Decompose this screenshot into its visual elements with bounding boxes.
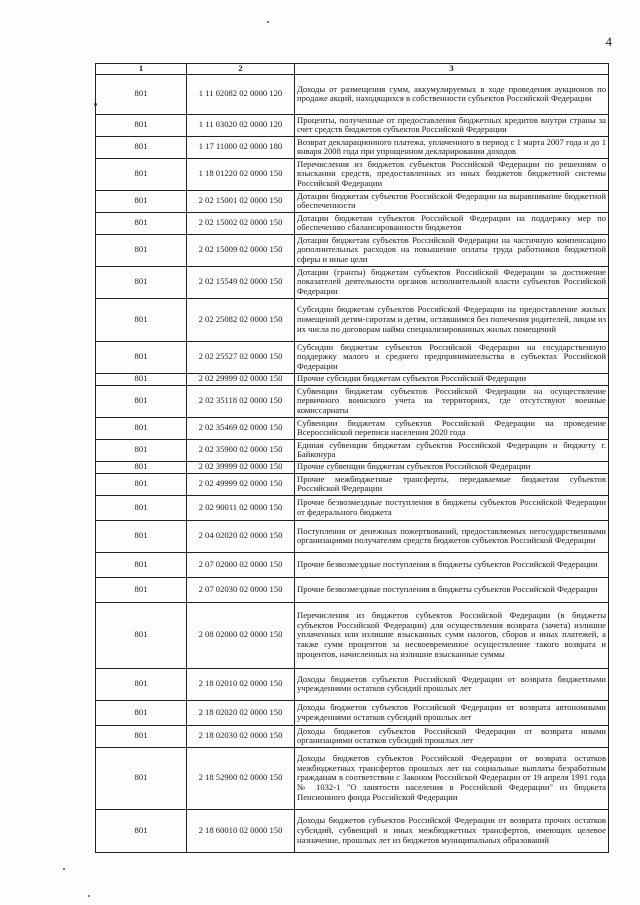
description-cell: Доходы бюджетов субъектов Российской Федерации от возврата иными организациями остатков субсидий прошлых лет (295, 725, 609, 747)
description-cell: Субвенции бюджетам субъектов Российской Федерации на проведение Всероссийской переписи населения 2020 года (295, 417, 609, 439)
budget-code-cell: 2 02 25527 02 0000 150 (187, 341, 295, 373)
budget-code-cell: 2 02 15009 02 0000 150 (187, 234, 295, 266)
description-cell: Доходы от размещения сумм, аккумулируемых в ходе проведения аукционов по продаже акций, находящихся в собственности субъектов Российской Федерации (295, 74, 609, 114)
table-row (96, 747, 609, 809)
description-cell: Поступления от денежных пожертвований, предоставляемых негосударственными организациями получателям средств бюджетов субъектов Российской Федерации (295, 520, 609, 552)
admin-code-cell: 801 (96, 439, 187, 461)
description-cell: Дотации (гранты) бюджетам субъектов Российской Федерации за достижение показателей деятельности органов исполнительной власти субъектов Российской Федерации (295, 266, 609, 298)
budget-code-cell: 2 02 35900 02 0000 150 (187, 439, 295, 461)
budget-code-cell: 2 07 02030 02 0000 150 (187, 577, 295, 602)
table-row (96, 552, 609, 577)
table-row (96, 190, 609, 212)
table-row (96, 266, 609, 298)
table-row (96, 473, 609, 495)
budget-code-cell: 2 02 15001 02 0000 150 (187, 190, 295, 212)
description-cell: Доходы бюджетов субъектов Российской Федерации от возврата прочих остатков субсидий, субвенций и иных межбюджетных трансфертов, имеющих целевое назначение, прошлых лет из бюджетов муниципальных образований (295, 809, 609, 852)
admin-code-cell: 801 (96, 700, 187, 725)
table-row (96, 212, 609, 234)
budget-code-cell: 2 02 35469 02 0000 150 (187, 417, 295, 439)
description-cell: Дотации бюджетам субъектов Российской Федерации на частичную компенсацию дополнительных расходов на повышение оплаты труда работников бюджетной сферы и иные цели (295, 234, 609, 266)
budget-code-cell: 1 17 11000 02 0000 180 (187, 136, 295, 158)
admin-code-cell: 801 (96, 520, 187, 552)
admin-code-cell: 801 (96, 373, 187, 385)
admin-code-cell: 801 (96, 747, 187, 809)
budget-code-cell: 1 11 02082 02 0000 120 (187, 74, 295, 114)
table-row (96, 577, 609, 602)
budget-code-cell: 2 18 02030 02 0000 150 (187, 725, 295, 747)
table-header-row (96, 64, 609, 75)
admin-code-cell: 801 (96, 341, 187, 373)
column-header-2: 2 (187, 64, 295, 75)
admin-code-cell: 801 (96, 234, 187, 266)
description-cell: Дотации бюджетам субъектов Российской Федерации на выравнивание бюджетной обеспеченности (295, 190, 609, 212)
scan-speck (267, 21, 269, 23)
table-row (96, 439, 609, 461)
page-number: 4 (605, 34, 612, 49)
description-cell: Прочие межбюджетные трансферты, передаваемые бюджетам субъектов Российской Федерации (295, 473, 609, 495)
admin-code-cell: 801 (96, 809, 187, 852)
description-cell: Доходы бюджетов субъектов Российской Федерации от возврата остатков межбюджетных трансфертов прошлых лет на социальные выплаты безработным гражданам в соответствии с Законом Российской Федерации от 19 апреля 1991 года № 1032-1 "О занятости населения в Российской Федерации" из бюджета Пенсионного фонда Российской Федерации (295, 747, 609, 809)
admin-code-cell: 801 (96, 385, 187, 417)
admin-code-cell: 801 (96, 158, 187, 190)
budget-code-cell: 2 08 02000 02 0000 150 (187, 602, 295, 668)
admin-code-cell: 801 (96, 461, 187, 473)
admin-code-cell: 801 (96, 495, 187, 520)
table-row (96, 461, 609, 473)
table-row (96, 602, 609, 668)
table-row (96, 520, 609, 552)
description-cell: Субсидии бюджетам субъектов Российской Федерации на государственную поддержку малого и среднего предпринимательства в субъектах Российской Федерации (295, 341, 609, 373)
description-cell: Прочие субсидии бюджетам субъектов Российской Федерации (295, 373, 609, 385)
description-cell: Субвенции бюджетам субъектов Российской Федерации на осуществление первичного воинского учета на территориях, где отсутствуют военные комиссариаты (295, 385, 609, 417)
admin-code-cell: 801 (96, 114, 187, 136)
table-row (96, 417, 609, 439)
budget-code-cell: 2 02 29999 02 0000 150 (187, 373, 295, 385)
admin-code-cell: 801 (96, 668, 187, 700)
budget-code-cell: 2 02 25082 02 0000 150 (187, 298, 295, 341)
table-row (96, 234, 609, 266)
admin-code-cell: 801 (96, 298, 187, 341)
admin-code-cell: 801 (96, 725, 187, 747)
budget-code-cell: 2 07 02000 02 0000 150 (187, 552, 295, 577)
budget-code-cell: 2 02 15549 02 0000 150 (187, 266, 295, 298)
description-cell: Доходы бюджетов субъектов Российской Федерации от возврата автономными учреждениями остатков субсидий прошлых лет (295, 700, 609, 725)
table-row (96, 341, 609, 373)
admin-code-cell: 801 (96, 552, 187, 577)
column-header-3: 3 (295, 64, 609, 75)
budget-code-cell: 2 02 90011 02 0000 150 (187, 495, 295, 520)
column-header-1: 1 (96, 64, 187, 75)
budget-code-cell: 2 04 02020 02 0000 150 (187, 520, 295, 552)
description-cell: Возврат декларационного платежа, уплаченного в период с 1 марта 2007 года и до 1 января 2008 года при упрощенном декларировании доходов (295, 136, 609, 158)
table-row (96, 700, 609, 725)
description-cell: Субсидии бюджетам субъектов Российской Федерации на предоставление жилых помещений детям-сиротам и детям, оставшимся без попечения родителей, лицам из их числа по договорам найма специализированных жилых помещений (295, 298, 609, 341)
description-cell: Перечисления из бюджетов субъектов Российской Федерации (в бюджеты субъектов Российской Федерации) для осуществления возврата (зачета) излишне уплаченных или излишне взысканных сумм налогов, сборов и иных платежей, а также сумм процентов за несвоевременное осуществление такого возврата и процентов, начисленных на излишне взысканные суммы (295, 602, 609, 668)
description-cell: Прочие безвозмездные поступления в бюджеты субъектов Российской Федерации (295, 577, 609, 602)
description-cell: Перечисления из бюджетов субъектов Российской Федерации по решениям о взыскании средств, предоставленных из иных бюджетов бюджетной системы Российской Федерации (295, 158, 609, 190)
table-row (96, 114, 609, 136)
description-cell: Прочие субвенции бюджетам субъектов Российской Федерации (295, 461, 609, 473)
description-cell: Дотации бюджетам субъектов Российской Федерации на поддержку мер по обеспечению сбалансированности бюджетов (295, 212, 609, 234)
admin-code-cell: 801 (96, 266, 187, 298)
income-codes-table (95, 63, 609, 853)
admin-code-cell: 801 (96, 74, 187, 114)
table-row (96, 373, 609, 385)
description-cell: Доходы бюджетов субъектов Российской Федерации от возврата бюджетными учреждениями остатков субсидий прошлых лет (295, 668, 609, 700)
table-row (96, 298, 609, 341)
description-cell: Прочие безвозмездные поступления в бюджеты субъектов Российской Федерации от федерального бюджета (295, 495, 609, 520)
budget-code-cell: 1 11 03020 02 0000 120 (187, 114, 295, 136)
table-row (96, 136, 609, 158)
table-row (96, 74, 609, 114)
budget-code-cell: 2 02 49999 02 0000 150 (187, 473, 295, 495)
admin-code-cell: 801 (96, 212, 187, 234)
budget-code-cell: 2 18 02020 02 0000 150 (187, 700, 295, 725)
budget-code-cell: 2 18 52900 02 0000 150 (187, 747, 295, 809)
budget-code-cell: 1 18 01220 02 0000 150 (187, 158, 295, 190)
table-row (96, 495, 609, 520)
scan-speck (88, 895, 90, 897)
admin-code-cell: 801 (96, 417, 187, 439)
budget-code-cell: 2 18 02010 02 0000 150 (187, 668, 295, 700)
budget-code-cell: 2 02 39999 02 0000 150 (187, 461, 295, 473)
budget-code-cell: 2 18 60010 02 0000 150 (187, 809, 295, 852)
scan-speck (63, 868, 65, 870)
budget-code-cell: 2 02 15002 02 0000 150 (187, 212, 295, 234)
admin-code-cell: 801 (96, 602, 187, 668)
description-cell: Единая субвенция бюджетам субъектов Российской Федерации и бюджету г. Байконура (295, 439, 609, 461)
admin-code-cell: 801 (96, 190, 187, 212)
table-row (96, 158, 609, 190)
description-cell: Проценты, полученные от предоставления бюджетных кредитов внутри страны за счет средств бюджетов субъектов Российской Федерации (295, 114, 609, 136)
description-cell: Прочие безвозмездные поступления в бюджеты субъектов Российской Федерации (295, 552, 609, 577)
admin-code-cell: 801 (96, 577, 187, 602)
table-row (96, 385, 609, 417)
budget-code-cell: 2 02 35118 02 0000 150 (187, 385, 295, 417)
admin-code-cell: 801 (96, 136, 187, 158)
table-row (96, 725, 609, 747)
table-row (96, 668, 609, 700)
admin-code-cell: 801 (96, 473, 187, 495)
table-row (96, 809, 609, 852)
